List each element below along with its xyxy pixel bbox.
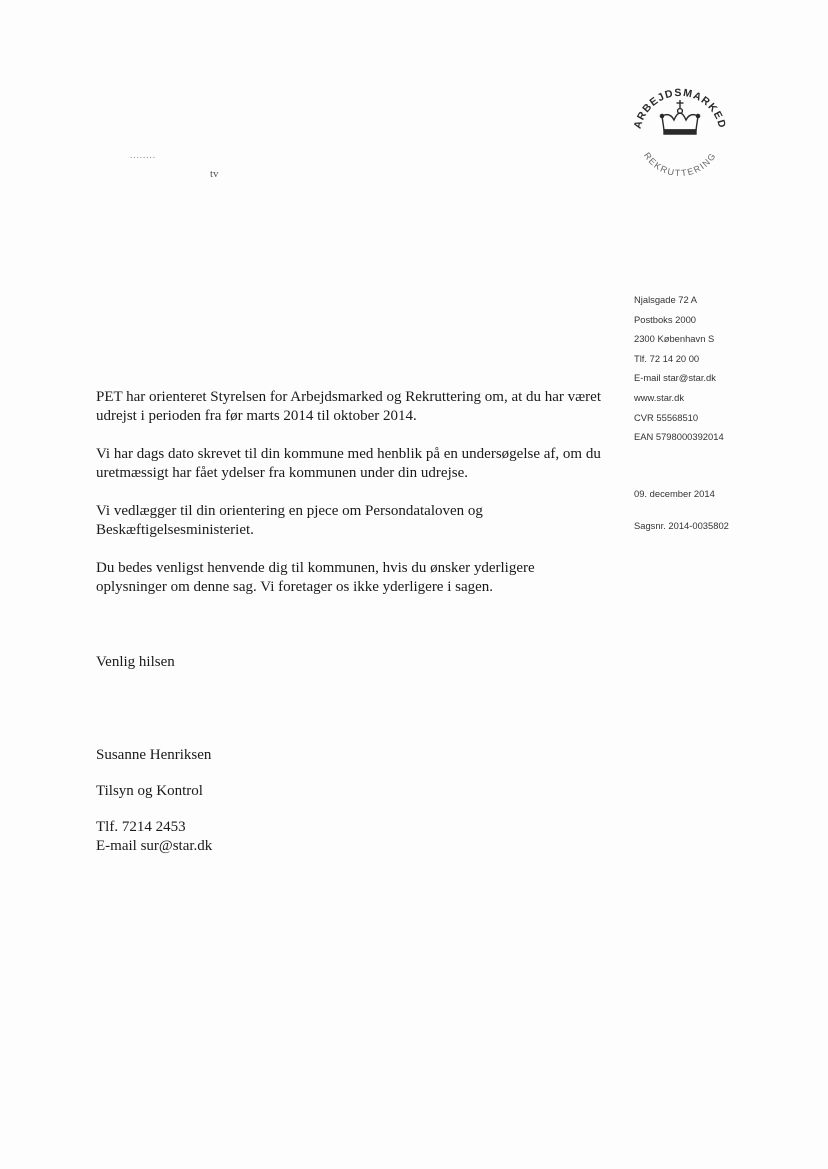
case-number: Sagsnr. 2014-0035802 — [634, 520, 729, 531]
signer-contact — [96, 818, 212, 856]
body-paragraph: PET har orienteret Styrelsen for Arbejdsmarked og Rekruttering om, at du har været udrejst i perioden fra før marts 2014 til oktober 2014. — [96, 389, 602, 424]
signer-email: E-mail sur@star.dk — [96, 838, 213, 854]
agency-logo — [618, 72, 740, 190]
svg-text:REKRUTTERING — [642, 150, 718, 178]
seal-arc-top: ARBEJDSMARKED — [631, 86, 729, 131]
sender-ean: EAN 5798000392014 — [634, 431, 724, 443]
recipient-line: tv — [210, 168, 219, 180]
sender-email: E-mail star@star.dk — [634, 372, 716, 384]
sender-phone: Tlf. 72 14 20 00 — [634, 352, 700, 364]
body-paragraph: Vi vedlægger til din orientering en pjece om Persondataloven og Beskæftigelsesministeriet. — [96, 503, 483, 538]
seal-arc-bottom: REKRUTTERING — [641, 150, 719, 179]
sender-cvr: CVR 55568510 — [634, 411, 699, 423]
letter-body — [96, 388, 606, 616]
sender-city: 2300 København S — [634, 333, 715, 345]
sender-postbox: Postboks 2000 — [634, 313, 697, 325]
body-paragraph: Du bedes venligst henvende dig til kommunen, hvis du ønsker yderligere oplysninger om denne sag. Vi foretager os ikke yderligere i sagen. — [96, 560, 535, 595]
agency-seal — [618, 72, 740, 190]
signer-name: Susanne Henriksen — [96, 747, 212, 763]
body-paragraph: Vi har dags dato skrevet til din kommune med henblik på en undersøgelse af, om du uretmæssigt har fået ydelser fra kommunen under din udrejse. — [96, 446, 601, 481]
sender-web: www.star.dk — [634, 391, 685, 403]
crown-icon — [660, 100, 699, 134]
signer-department: Tilsyn og Kontrol — [96, 783, 203, 799]
sender-address: Njalsgade 72 A — [634, 294, 698, 305]
sender-info — [634, 290, 729, 531]
recipient-line: ........ — [130, 150, 156, 160]
letter-date: 09. december 2014 — [634, 488, 715, 499]
signature-block — [96, 746, 212, 856]
recipient-address — [130, 150, 219, 180]
signer-phone: Tlf. 7214 2453 — [96, 819, 186, 835]
closing-salutation: Venlig hilsen — [96, 654, 175, 670]
